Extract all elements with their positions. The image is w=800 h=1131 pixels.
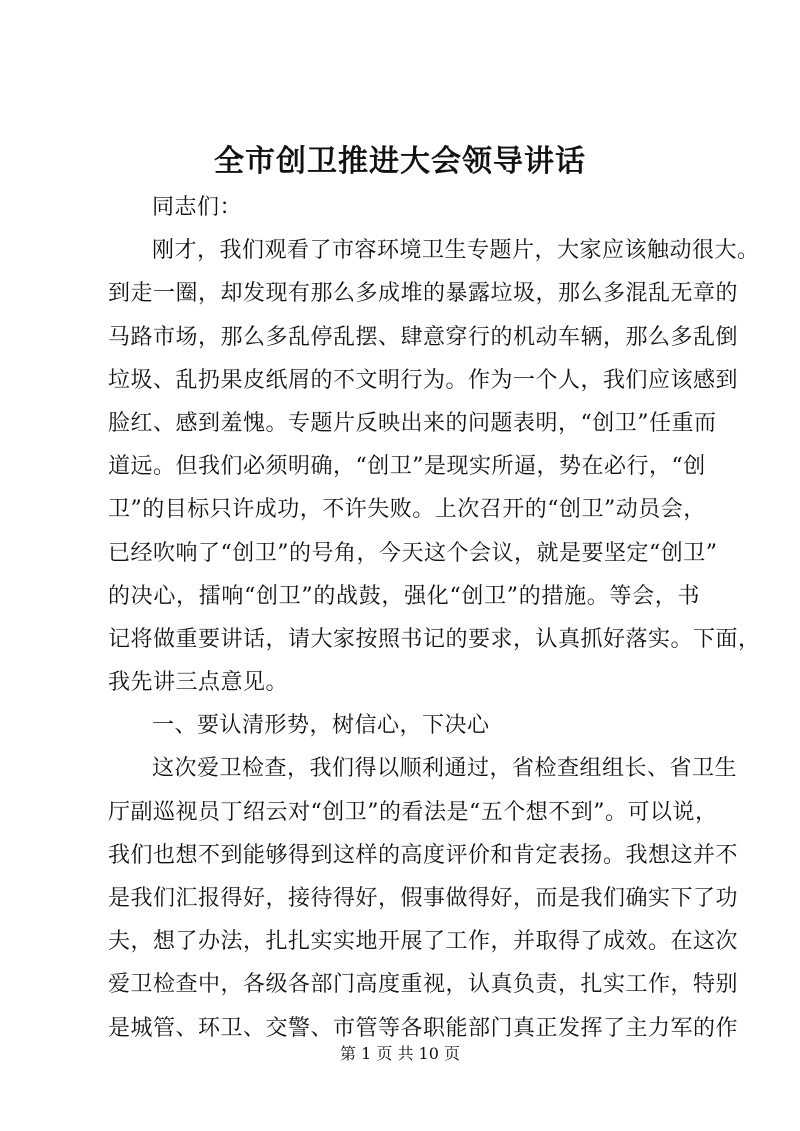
paragraph-line: 道远。但我们必须明确，“创卫”是现实所逼，势在必行，“创 <box>108 454 706 480</box>
paragraph-line: 脸红、感到羞愧。专题片反映出来的问题表明，“创卫”任重而 <box>108 410 717 436</box>
paragraph-line: 是城管、环卫、交警、市管等各职能部门真正发挥了主力军的作 <box>108 1015 739 1041</box>
paragraph-line: 刚才，我们观看了市容环境卫生专题片，大家应该触动很大。 <box>152 238 760 264</box>
paragraph-line: 马路市场，那么多乱停乱摆、肆意穿行的机动车辆，那么多乱倒 <box>108 324 739 350</box>
paragraph-line: 厅副巡视员丁绍云对“创卫”的看法是“五个想不到”。可以说， <box>108 799 718 825</box>
paragraph-line: 已经吹响了“创卫”的号角，今天这个会议，就是要坚定“创卫” <box>108 540 718 566</box>
document-title: 全市创卫推进大会领导讲话 <box>214 144 586 179</box>
paragraph-line: 我先讲三点意见。 <box>108 670 289 696</box>
paragraph-line: 是我们汇报得好，接待得好，假事做得好，而是我们确实下了功 <box>108 886 739 911</box>
page-footer: 第 1 页 共 10 页 <box>340 1044 460 1063</box>
paragraph-line: 我们也想不到能够得到这样的高度评价和肯定表扬。我想这并不 <box>108 842 739 868</box>
paragraph-line: 到走一圈，却发现有那么多成堆的暴露垃圾，那么多混乱无章的 <box>108 281 739 307</box>
greeting-line: 同志们： <box>152 195 243 220</box>
paragraph-line: 卫”的目标只许成功，不许失败。上次召开的“创卫”动员会， <box>108 497 706 523</box>
paragraph-line: 记将做重要讲话，请大家按照书记的要求，认真抓好落实。下面， <box>108 626 761 652</box>
paragraph-line: 垃圾、乱扔果皮纸屑的不文明行为。作为一个人，我们应该感到 <box>108 367 739 393</box>
paragraph-line: 的决心，擂响“创卫”的战鼓，强化“创卫”的措施。等会，书 <box>108 583 700 609</box>
paragraph-line: 夫，想了办法，扎扎实实地开展了工作，并取得了成效。在这次 <box>108 929 739 955</box>
paragraph-line: 这次爱卫检查，我们得以顺利通过，省检查组组长、省卫生 <box>152 756 738 782</box>
section-heading: 一、要认清形势，树信心，下决心 <box>152 713 490 739</box>
document-body <box>108 186 761 1050</box>
paragraph-line: 爱卫检查中，各级各部门高度重视，认真负责，扎实工作，特别 <box>108 972 739 998</box>
